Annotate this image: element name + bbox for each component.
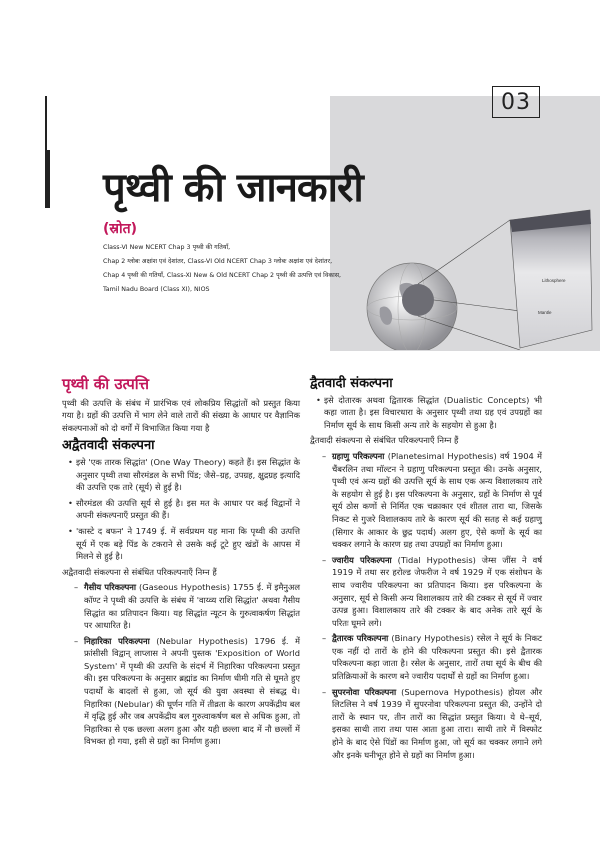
dualistic-hypotheses	[310, 450, 542, 761]
globe-core	[402, 284, 434, 316]
layer-label-mantle: Mantle	[538, 310, 552, 315]
hypothesis-text: (Planetesimal Hypothesis) वर्ष 1904 में चैंबरलिन तथा मॉल्टन ने ग्रहाणु परिकल्पना प्रस्तुत की। उनके अनुसार, पृथ्वी एवं अन्य ग्रहों की उत्पत्ति सूर्य के साथ एक अन्य विशालकाय तारे के सहयोग से हुई है। इस परिकल्पना के अनुसार, ग्रहों के निर्माण से पूर्व सूर्य ठोस कणों से निर्मित एक चक्राकार एवं शीतल तारा था, जिसके निकट से गुजरे विशालकाय तारे के कारण सूर्य की सतह से कई ग्रहाणु (सिगार के आकार के छुद्र पदार्थ) अलग हुए, ऐसे कणों के सूर्य का चक्कर लगाने के कारण ग्रह तथा उपग्रहों का निर्माण हुआ।	[332, 450, 543, 550]
monistic-bullets	[62, 456, 300, 563]
list-item: • इसे दोतारक अथवा द्वितारक सिद्धांत (Dualistic Concepts) भी कहा जाता है। इस विचारधारा के अनुसार पृथ्वी तथा ग्रह एवं उपग्रहों का निर्माण सूर्य के साथ किसी अन्य तारे के सहयोग से हुआ है।	[318, 394, 542, 432]
hypothesis-item	[318, 632, 542, 682]
hypothesis-item	[70, 635, 300, 748]
reference-line: Chap 4 पृथ्वी की गतियाँ, Class-XI New & Old NCERT Chap 2 पृथ्वी की उत्पत्ति एवं विकास,	[103, 272, 342, 279]
earth-figure	[360, 190, 600, 350]
hypothesis-name: सुपरनोवा परिकल्पना	[332, 686, 397, 697]
hypothesis-name: गैसीय परिकल्पना	[84, 582, 137, 593]
reference-list	[103, 241, 403, 297]
hypothesis-text: (Gaseous Hypothesis) 1755 ई. में इमैनुअल कॉण्ट ने पृथ्वी की उत्पत्ति के संबंध में 'वाय्व्य राशि सिद्धांत' अथवा गैसीय सिद्धांत का प्रतिपादन किया। यह सिद्धांत न्यूटन के गुरुत्वाकर्षण सिद्धांत पर आधारित है।	[84, 582, 300, 631]
list-intro: द्वैतवादी संकल्पना से संबंधित परिकल्पनाएँ निम्न हैं	[310, 435, 459, 446]
right-column	[310, 378, 542, 764]
hypothesis-item	[318, 686, 542, 762]
subheading-dualistic: द्वैतवादी संकल्पना	[310, 376, 393, 391]
hypothesis-name: ज्वारीय परिकल्पना	[332, 554, 392, 565]
hypothesis-text: (Supernova Hypothesis) होयल और लिटलिस ने वर्ष 1939 में सुपरनोवा परिकल्पना प्रस्तुत की, उन्होंने दो तारों के स्थान पर, तीन तारों का सिद्धांत प्रस्तुत किया। ये थे–सूर्य, इसका साथी तारा तथा पास आता हुआ तारा। साथी तारे में विस्फोट होने के बाद ऐसे पिंडों का निर्माण हुआ, जो सूर्य का चक्कर लगाने लगे और इनके घनीभूत होने से ग्रहों का निर्माण हुआ।	[332, 686, 542, 760]
layer-label-lithosphere: Lithosphere	[542, 278, 566, 283]
title-bar	[45, 150, 50, 208]
hypothesis-item	[318, 450, 542, 551]
section-heading-origin: पृथ्वी की उत्पत्ति	[62, 375, 149, 393]
hypothesis-item	[70, 581, 300, 631]
hypothesis-item	[318, 554, 542, 630]
hypothesis-text: (Binary Hypothesis) रसेल ने सूर्य के निकट एक नहीं दो तारों के होने की परिकल्पना प्रस्तुत की। इसे द्वैतारक परिकल्पना कहा जाता है। रसेल के अनुसार, तारों तथा सूर्य के बीच की प्रतिक्रियाओं के कारण बने ज्वारीय पदार्थों से ग्रहों का निर्माण हुआ।	[332, 633, 542, 682]
monistic-hypotheses	[62, 581, 300, 748]
earth-layers-illustration	[360, 190, 600, 350]
list-item: • इसे 'एक तारक सिद्धांत' (One Way Theory) कहते हैं। इस सिद्धांत के अनुसार पृथ्वी तथा सौरमंडल के सभी पिंड; जैसे–ग्रह, उपग्रह, क्षुद्रग्रह इत्यादि की उत्पत्ति एक तारे (सूर्य) से हुई है।	[70, 456, 300, 494]
list-intro: अद्वैतवादी संकल्पना से संबंधित परिकल्पनाएँ निम्न हैं	[62, 566, 217, 577]
intro-paragraph: पृथ्वी की उत्पत्ति के संबंध में प्रारंभिक एवं लोकप्रिय सिद्धांतों को प्रस्तुत किया गया है। ग्रहों की उत्पत्ति में भाग लेने वाले तारों की संख्या के आधार पर वैज्ञानिक संकल्पनाओं को दो वर्गों में विभाजित किया गया है	[62, 397, 300, 433]
hypothesis-text: (Nebular Hypothesis) 1796 ई. में फ्रांसीसी विद्वान् लाप्लास ने अपनी पुस्तक 'Exposition of World System' में पृथ्वी की उत्पत्ति के संदर्भ में निहारिका परिकल्पना प्रस्तुत की। इस परिकल्पना के अनुसार ब्रह्मांड का निर्माण धीमी गति से घूमते हुए पदार्थों के बादलों से हुआ, जो सूर्य की युवा अवस्था से संबद्ध थे। निहारिका (Nebular) की घूर्णन गति में तीव्रता के कारण अपकेंद्रीय बल में वृद्धि हुई और जब अपकेंद्रीय बल गुरुत्वाकर्षण बल से अधिक हुआ, तो निहारिका से एक छल्ला अलग हुआ और यही छल्ला बाद में नौ छल्लों में विभक्त हो गया, इसी से ग्रहों का निर्माण हुआ।	[84, 635, 300, 747]
source-label: (स्रोत)	[103, 221, 138, 237]
reference-line: Class-VI New NCERT Chap 3 पृथ्वी की गतियाँ,	[103, 244, 231, 251]
dualistic-bullets	[310, 394, 542, 432]
hypothesis-text: (Tidal Hypothesis) जेम्स जींस ने वर्ष 1919 में तथा सर हरोल्ड जेफरीज ने वर्ष 1929 में एक संशोधन के साथ ज्वारीय परिकल्पना का प्रतिपादन किया। इस परिकल्पना के अनुसार, सूर्य से किसी अन्य विशालकाय तारे की टक्कर से सूर्य में ज्वार उत्पन्न हुआ। विशालकाय तारे की टक्कर के बाद अनेक तारे सूर्य के परितः घूमने लगे।	[332, 554, 542, 628]
chapter-number: 03	[492, 86, 540, 118]
page-title: पृथ्वी की जानकारी	[103, 165, 363, 211]
list-item: • 'कास्टे द बफन' ने 1749 ई. में सर्वप्रथम यह माना कि पृथ्वी की उत्पत्ति सूर्य में एक बड़े पिंड के टकराने से उसके कई टूटे हुए खंडों के आपस में मिलने से हुई है।	[70, 525, 300, 563]
reference-line: Tamil Nadu Board (Class XI), NIOS	[103, 286, 210, 293]
list-item: • सौरमंडल की उत्पत्ति सूर्य से हुई है। इस मत के आधार पर कई विद्वानों ने अपनी संकल्पनाएँ प्रस्तुत की हैं।	[70, 497, 300, 522]
left-column	[62, 375, 300, 751]
reference-line: Chap 2 ग्लोबः अक्षांश एवं देशांतर, Class-VI Old NCERT Chap 3 ग्लोबः अक्षांश एवं देशांतर,	[103, 258, 333, 265]
hypothesis-name: द्वैतारक परिकल्पना	[332, 633, 389, 644]
hypothesis-name: निहारिका परिकल्पना	[84, 635, 150, 646]
subheading-monistic: अद्वैतवादी संकल्पना	[62, 438, 155, 454]
hypothesis-name: ग्रहाणु परिकल्पना	[332, 450, 385, 461]
